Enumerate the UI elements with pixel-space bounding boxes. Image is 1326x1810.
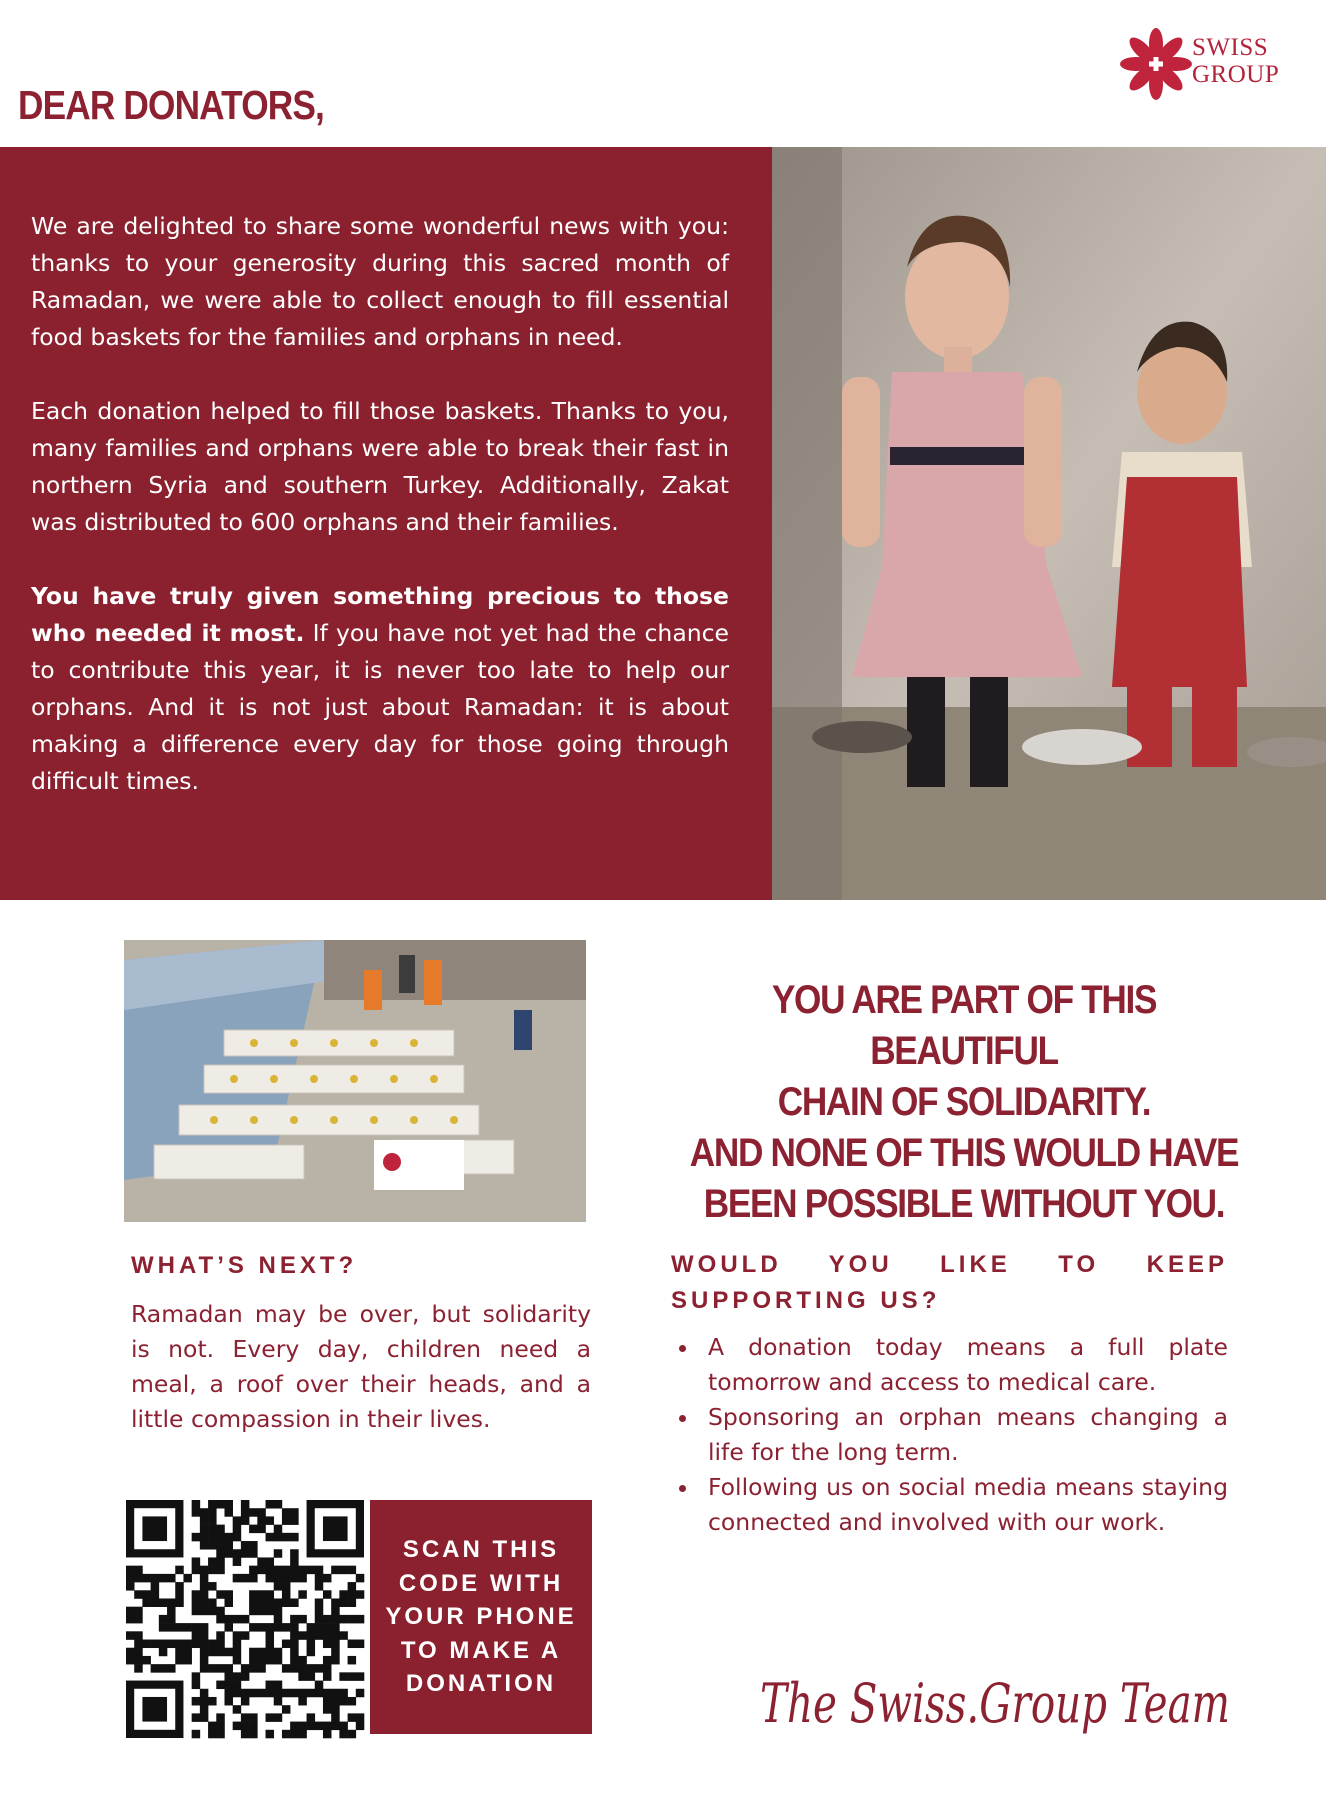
swiss-group-logo <box>1122 24 1302 104</box>
qr-code-icon <box>126 1500 364 1738</box>
letter-paragraph-2: Each donation helped to fill those baskets. Thanks to you, many families and orphans were able to break their fast in northern Syria and southern Turkey. Additionally, Zakat was distributed to 600 orphans and their families. <box>31 397 729 536</box>
solidarity-line-3: AND NONE OF THIS WOULD HAVE <box>689 1131 1239 1175</box>
bullet-icon <box>679 1345 686 1352</box>
support-heading: WOULD YOU LIKE TO KEEP SUPPORTING US? <box>671 1251 1228 1314</box>
letter-paragraph-1: We are delighted to share some wonderful news with you: thanks to your generosity during this sacred month of Ramadan, we were able to collect enough to fill essential food baskets for the families and orphans in need. <box>31 212 729 351</box>
support-item: Following us on social media means staying connected and involved with our work. <box>671 1470 1228 1540</box>
support-list <box>671 1330 1228 1540</box>
signature-text: The Swiss.Group Team <box>760 1672 1230 1735</box>
letter-body <box>31 208 729 837</box>
greeting-heading: DEAR DONATORS, <box>18 82 324 128</box>
solidarity-line-1: YOU ARE PART OF THIS BEAUTIFUL <box>771 978 1157 1073</box>
solidarity-line-2: CHAIN OF SOLIDARITY. <box>777 1080 1151 1124</box>
letter-paragraph-3 <box>31 578 729 800</box>
whats-next-heading: WHAT’S NEXT? <box>131 1252 358 1279</box>
support-item: A donation today means a full plate tomorrow and access to medical care. <box>671 1330 1228 1400</box>
donation-qr-code[interactable] <box>126 1500 364 1738</box>
letter-paragraph-3-rest: If you have not yet had the chance to contribute this year, it is never too late to help our orphans. And it is not just about Ramadan: it is about making a difference every day for those going through difficult times. <box>31 619 730 795</box>
team-signature <box>754 1640 1234 1760</box>
food-baskets-photo <box>124 940 586 1222</box>
bullet-icon <box>679 1415 686 1422</box>
solidarity-line-4: BEEN POSSIBLE WITHOUT YOU. <box>703 1182 1225 1226</box>
children-photo <box>772 147 1326 900</box>
scan-cta-box <box>370 1500 592 1734</box>
flower-cross-icon <box>1122 24 1192 104</box>
support-item: Sponsoring an orphan means changing a life for the long term. <box>671 1400 1228 1470</box>
solidarity-statement <box>675 975 1252 1230</box>
letter-emphasis: You have truly given something precious to those who needed it most. <box>31 582 729 647</box>
logo-wordmark: SWISS GROUP <box>1192 34 1280 88</box>
scan-cta-text: SCAN THIS CODE WITH YOUR PHONE TO MAKE A DONATION <box>385 1536 577 1698</box>
bullet-icon <box>679 1485 686 1492</box>
whats-next-text: Ramadan may be over, but solidarity is not. Every day, children need a meal, a roof over their heads, and a little compassion in their lives. <box>131 1300 591 1433</box>
